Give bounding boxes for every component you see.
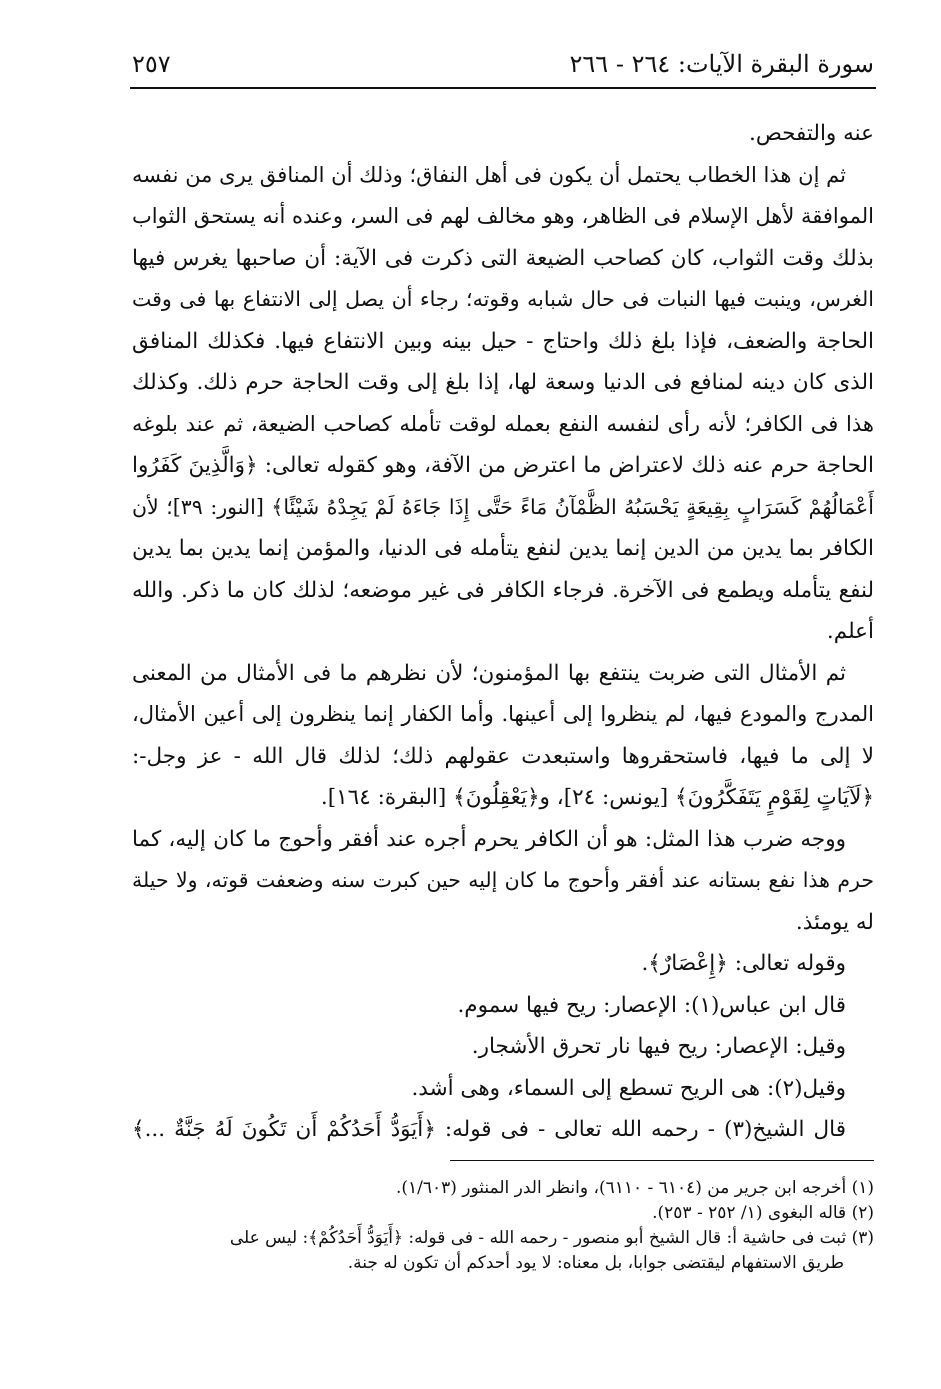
running-title: سورة البقرة الآيات: ٢٦٤ - ٢٦٦ <box>569 50 874 78</box>
page-number: ٢٥٧ <box>132 50 171 78</box>
text-line: لنفع يتأمله ويطمع فى الآخرة. فرجاء الكافر فى غير موضعه؛ لذلك كان ما ذكر. والله <box>132 577 874 603</box>
text-line: الذى كان دينه لمنافع فى الدنيا وسعة لها، إذا بلغ إلى وقت الحاجة حرم ذلك. وكذلك <box>132 370 874 395</box>
page-header <box>132 40 874 88</box>
text-line: المدرج والمودع فيها، لم ينظروا إلى أعينها. وأما الكفار إنما ينظرون إلى أعين الأمثال، <box>132 702 874 726</box>
text-line-quran: ﴿لَآيَاتٍ لِقَوْمٍ يَتَفَكَّرُونَ﴾ [يونس: ٢٤]، و﴿يَعْقِلُونَ﴾ [البقرة: ١٦٤]. <box>320 785 874 810</box>
text-line: حرم هذا نفع بستانه عند أفقر وأحوج ما كان إليه حين كبرت سنه وضعفت قوته، ولا حيلة <box>132 868 874 892</box>
text-line: ووجه ضرب هذا المثل: هو أن الكافر يحرم أجره عند أفقر وأحوج ما كان إليه، كما <box>132 826 846 852</box>
text-line: الحاجة حرم عنه ذلك لاعتراض ما اعترض من الآفة، وهو كقوله تعالى: ﴿وَالَّذِينَ كَفَرُوا <box>132 453 874 478</box>
text-line: وقيل: الإعصار: ريح فيها نار تحرق الأشجار. <box>471 1034 846 1059</box>
text-line: عنه والتفحص. <box>748 121 874 146</box>
footnote-rule <box>450 1160 874 1161</box>
text-line: أعلم. <box>826 619 874 644</box>
footnote: (٣) ثبت فى حاشية أ: قال الشيخ أبو منصور - رحمه الله - فى قوله: ﴿أَيَوَدُّ أَحَدُكُمْ﴾: ليس على <box>229 1228 874 1248</box>
text-line: ثم الأمثال التى ضربت ينتفع بها المؤمنون؛ لأن نظرهم ما فى الأمثال من المعنى <box>132 660 846 686</box>
text-line: بذلك وقت الثواب، كان كصاحب الضيعة التى ذكرت فى الآية: أن صاحبها يغرس فيها <box>132 245 874 271</box>
text-line-quran: أَعْمَالُهُمْ كَسَرَابٍ بِقِيعَةٍ يَحْسَبُهُ الظَّمْآنُ مَاءً حَتَّى إِذَا جَاءَهُ لَمْ يَجِدْهُ شَيْئًا﴾ [النور: ٣٩]؛ لأن <box>132 494 874 519</box>
text-line: لا إلى ما فيها، فاستحقروها واستبعدت عقولهم ذلك؛ لذلك قال الله - عز وجل-: <box>132 743 874 769</box>
text-line: قال ابن عباس(١): الإعصار: ريح فيها سموم. <box>457 992 846 1018</box>
text-line: الغرس، وينبت فيها النبات فى حال شبابه وقوته؛ رجاء أن يصل إلى الانتفاع بها فى وقت <box>132 287 874 311</box>
footnote-continuation: طريق الاستفهام ليقتضى جوابا، بل معناه: لا يود أحدكم أن تكون له جنة. <box>347 1253 844 1273</box>
text-line: الكافر بما يدين من الدين إنما يدين لنفع يتأمله فى الدنيا، والمؤمن إنما يدين بما يدين <box>132 536 874 561</box>
text-line: ثم إن هذا الخطاب يحتمل أن يكون فى أهل النفاق؛ وذلك أن المنافق يرى من نفسه <box>132 162 846 187</box>
text-line: الحاجة والضعف، فإذا بلغ ذلك واحتاج - حيل بينه وبين الانتفاع فيها. فكذلك المنافق <box>132 328 874 354</box>
text-line: الموافقة لأهل الإسلام فى الظاهر، وهو مخالف لهم فى السر، وعنده أنه يستحق الثواب <box>132 204 874 228</box>
text-line: قال الشيخ(٣) - رحمه الله تعالى - فى قوله: ﴿أَيَوَدُّ أَحَدُكُمْ أَن تَكُونَ لَهُ جَنَّةٌ ...﴾ <box>132 1117 846 1142</box>
text-line: له يومئذ. <box>795 909 874 935</box>
main-text <box>132 113 874 1151</box>
text-line: هذا فى الكافر؛ لأنه رأى لنفسه النفع بعمله لوقت تأمله كصاحب الضيعة، ثم عند بلوغه <box>132 411 874 436</box>
footnotes <box>132 1176 874 1276</box>
footnote: (٢) قاله البغوى (١/ ٢٥٢ - ٢٥٣). <box>652 1203 874 1223</box>
text-line: وقيل(٢): هى الريح تسطع إلى السماء، وهى أشد. <box>411 1075 846 1101</box>
footnote: (١) أخرجه ابن جرير من (٦١٠٤ - ٦١١٠)، وانظر الدر المنثور (١/٦٠٣). <box>395 1178 874 1198</box>
text-line: وقوله تعالى: ﴿إِعْصَارٌ﴾. <box>641 951 846 976</box>
header-rule <box>130 87 876 89</box>
